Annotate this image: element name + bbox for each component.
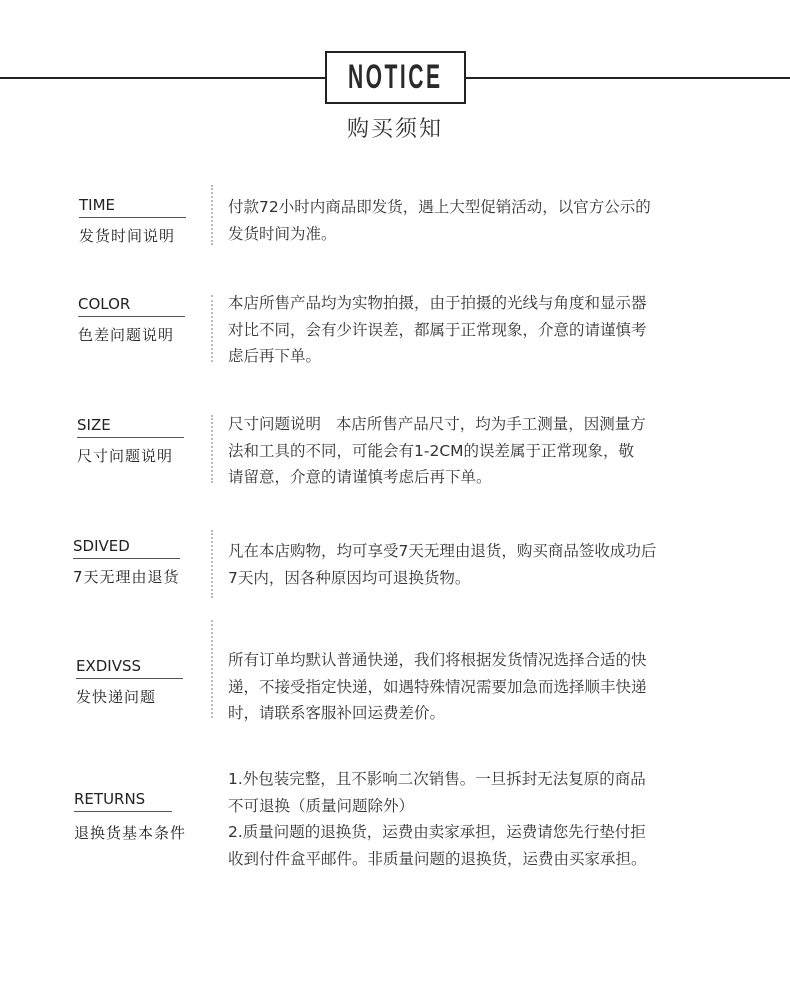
notice-title-box [325, 51, 466, 104]
section-text [228, 290, 718, 370]
label-en: SIZE [77, 416, 184, 438]
text-line: 2.质量问题的退换货，运费由卖家承担，运费请您先行垫付拒 [228, 823, 646, 841]
text-line: 7天内，因各种原因均可退换货物。 [228, 568, 471, 587]
section-text [228, 647, 718, 727]
text-line: 所有订单均默认普通快递，我们将根据发货情况选择合适的快 [228, 651, 647, 669]
divider [211, 295, 213, 362]
section-text [228, 538, 718, 591]
text-line: 尺寸问题说明 本店所售产品尺寸，均为手工测量，因测量方 [228, 415, 646, 433]
text-line: 凡在本店购物，均可享受7天无理由退货，购买商品签收成功后 [228, 542, 657, 560]
section-text [228, 766, 718, 872]
text-line: 对比不同，会有少许误差，都属于正常现象，介意的请谨慎考 [228, 320, 647, 339]
text-line: 法和工具的不同，可能会有1-2CM的误差属于正常现象，敬 [228, 441, 635, 460]
label-cn: 尺寸问题说明 [77, 447, 174, 465]
label-en: RETURNS [74, 790, 172, 812]
label-cn: 退换货基本条件 [74, 824, 187, 842]
section-label [74, 790, 187, 843]
notice-title: NOTICE [348, 58, 443, 96]
section-text [228, 411, 718, 491]
section-text [228, 194, 718, 247]
page-subtitle: 购买须知 [346, 117, 443, 142]
divider [211, 415, 213, 483]
label-en: SDIVED [73, 537, 180, 559]
label-cn: 发货时间说明 [79, 227, 176, 245]
label-en: COLOR [78, 295, 185, 317]
text-line: 1.外包装完整，且不影响二次销售。一旦拆封无法复原的商品 [228, 770, 646, 788]
section-label [76, 657, 183, 707]
label-cn: 7天无理由退货 [73, 568, 180, 586]
text-line: 时，请联系客服补回运费差价。 [228, 704, 446, 722]
section-label [73, 537, 180, 587]
text-line: 递，不接受指定快递，如遇特殊情况需要加急而选择顺丰快递 [228, 677, 647, 696]
text-line: 虑后再下单。 [228, 347, 322, 365]
section-label [77, 416, 184, 466]
text-line: 不可退换（质量问题除外） [228, 796, 415, 815]
text-line: 请留意，介意的请谨慎考虑后再下单。 [228, 468, 492, 486]
text-line: 发货时间为准。 [228, 224, 337, 243]
section-label [79, 196, 186, 246]
label-cn: 色差问题说明 [78, 326, 175, 344]
label-en: EXDIVSS [76, 657, 183, 679]
label-cn: 发快递问题 [76, 688, 157, 706]
header-rule-left [0, 77, 325, 79]
text-line: 本店所售产品均为实物拍摄，由于拍摄的光线与角度和显示器 [228, 294, 647, 312]
section-label [78, 295, 185, 345]
text-line: 收到付件盒平邮件。非质量问题的退换货，运费由买家承担。 [228, 849, 647, 868]
divider [211, 185, 213, 245]
divider [211, 620, 213, 718]
header-rule-right [466, 77, 790, 79]
label-en: TIME [79, 196, 186, 218]
text-line: 付款72小时内商品即发货，遇上大型促销活动，以官方公示的 [228, 198, 651, 216]
divider [211, 530, 213, 598]
